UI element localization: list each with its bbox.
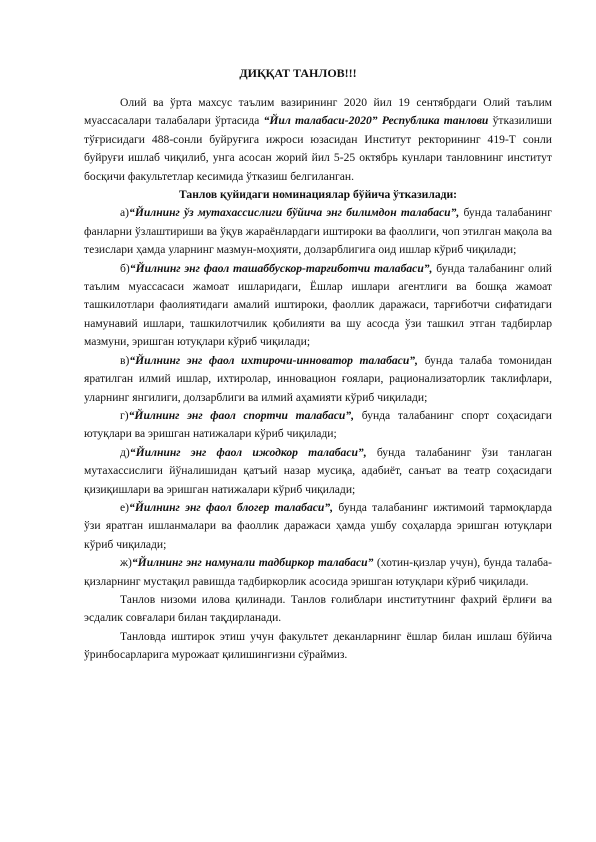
nomination-title: “Йилнинг энг фаол ихтирочи-инноватор талабаси”, [129,353,418,367]
nomination-item-v [84,352,552,407]
closing-paragraph-1: Танлов низоми илова қилинади. Танлов ғолиблари институтнинг фахрий ёрлиғи ва эсдалик совғалари билан тақдирланади. [84,592,552,625]
nomination-description: бунда талабанинг олий таълим муассасаси жамоат ишларидаги, Ёшлар ишлари агентлиги ва бошқа жамоат ташкилотлари фаолиятидаги амалий иштироки, фаоллик даражаси, тарғиботчи сифатидаги намунавий ишлари, ташкилотчилик қобилияти ва шу асосда ўзи ташкил этган тадбирлар мазмуни, эришган ютуқлари кўриб чиқилади; [84,261,552,349]
document-body [84,94,552,665]
nomination-title: “Йилнинг энг намунали тадбиркор талабаси” [131,556,374,570]
nomination-title: “Йилнинг энг фаол ташаббускор-тарғиботчи талабаси”, [129,261,433,275]
nomination-item-b [84,260,552,352]
nomination-title: “Йилнинг энг фаол ижодкор талабаси”, [129,445,367,459]
nomination-item-e [84,499,552,554]
nomination-item-a [84,204,552,259]
nomination-description: бунда талабанинг спорт соҳасидаги ютуқлари ва эришган натижалари кўриб чиқилади; [84,408,552,441]
nomination-item-d [84,444,552,499]
nomination-letter: г) [120,408,129,422]
closing-paragraph-2: Танловда иштирок этиш учун факультет деканларнинг ёшлар билан ишлаш бўйича ўринбосарларига мурожаат қилишингизни сўраймиз. [84,629,552,662]
nomination-description: бунда талабанинг ўзи танлаган мутахассислиги йўналишидан қатъий назар мусиқа, адабиёт, санъат ва театр соҳасидаги қизиқишлари ва эришган натижалари кўриб чиқилади; [84,445,553,496]
nomination-letter: ж) [120,556,132,570]
nomination-title: “Йилнинг ўз мутахассислиги бўйича энг билимдон талабаси”, [129,206,460,220]
nomination-letter: д) [120,445,130,459]
nomination-description: бунда талабанинг фанларни ўзлаштириши ва ўқув жараёнлардаги иштироки ва фаоллиги, чоп этилган мақола ва тезислари ҳамда уларнинг мазмун-моҳияти, долзарблигига оид ишлар кўриб чиқилади; [84,206,552,257]
nomination-letter: а) [120,206,130,220]
intro-text-2: ўтказилиши тўғрисидаги 488-сонли буйруғига ижроси юзасидан Институт ректорининг 419-Т сонли буйруғи ишлаб чиқилиб, унга асосан жорий йил 5-25 октябрь кунлари танловнинг институт босқичи факультетлар кесимида ўтказиш белгиланган. [84,114,553,183]
intro-paragraph [84,94,552,186]
nomination-description: бунда талаба томонидан яратилган илмий ишлар, ихтиролар, инновацион ғоялари, рационализаторлик таклифлари, уларнинг янгилиги, долзарблиги ва илмий аҳамияти кўриб чиқилади; [84,353,552,404]
nomination-item-zh [84,554,552,591]
nomination-letter: в) [120,353,130,367]
nomination-title: “Йилнинг энг фаол спортчи талабаси”, [128,408,355,422]
nomination-description: бунда талабанинг ижтимоий тармоқларда ўзи яратган ишланмалари ва фаоллик даражаси ҳамда ушбу соҳаларда эришган ютуқлари кўриб чиқилади; [84,500,552,551]
contest-name: “Йил талабаси-2020” Республика танлови [263,114,489,128]
nomination-item-g [84,407,552,444]
nomination-letter: е) [120,500,130,514]
nomination-description: (хотин-қизлар учун), бунда талаба-қизларнинг мустақил равишда тадбиркорлик асосида эришган ютуқлари кўриб чиқилади. [84,556,552,588]
nomination-letter: б) [120,261,130,275]
nomination-title: “Йилнинг энг фаол блогер талабаси”, [129,500,334,514]
document-title: ДИҚҚАТ ТАНЛОВ!!! [239,66,357,80]
intro-text-1: Олий ва ўрта махсус таълим вазирининг 2020 йил 19 сентябрдаги Олий таълим муассасалари талабалари ўртасида [84,96,552,128]
nominations-subheading: Танлов қуйидаги номинациялар бўйича ўтказилади: [178,188,458,202]
